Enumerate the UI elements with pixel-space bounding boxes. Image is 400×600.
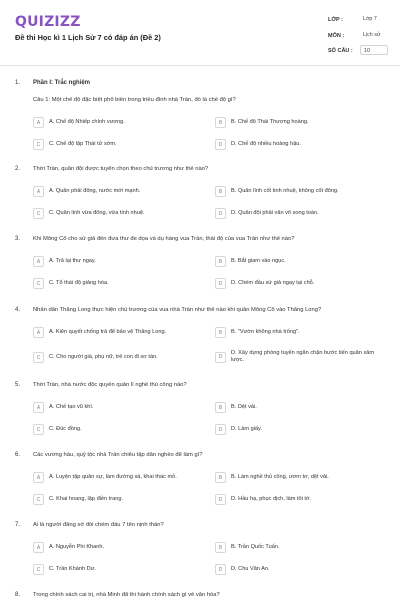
option-key-badge: A (33, 117, 44, 128)
answer-option-d[interactable] (215, 562, 388, 577)
option-key-badge: B (215, 542, 226, 553)
option-text: A. Trả lại thư ngay. (49, 258, 96, 264)
question-text: Câu 1: Một chế độ đặc biệt phổ biến trong triều đình nhà Trần, đó là chế độ gì? (33, 97, 236, 103)
option-key-badge: A (33, 472, 44, 483)
document-header (0, 0, 400, 66)
option-key-badge: C (33, 564, 44, 575)
answer-option-a[interactable] (33, 540, 203, 555)
option-text: C. Khai hoang, lập điền trang. (49, 496, 124, 502)
option-key-badge: D (215, 352, 226, 363)
answer-option-d[interactable] (215, 206, 388, 221)
answer-option-d[interactable] (215, 492, 388, 507)
option-key-badge: C (33, 494, 44, 505)
option-text: B. Quân lính cốt tinh nhuệ, không cốt đông. (231, 188, 339, 194)
meta-label-class: LỚP : (328, 17, 343, 23)
option-key-badge: B (215, 327, 226, 338)
option-text: D. Hầu hạ, phục dịch, làm tôi tớ. (231, 496, 312, 502)
option-text: A. Quân phải đông, nước mới mạnh. (49, 188, 141, 194)
option-text: C. Chế độ lập Thái tử sớm. (49, 141, 117, 147)
meta-value-count: 10 (360, 45, 388, 55)
option-text: A. Kiên quyết chống trả để bảo vệ Thăng Long. (49, 329, 167, 335)
meta-value-subject: Lịch sử (363, 32, 381, 38)
answer-option-c[interactable] (33, 422, 203, 437)
answer-option-d[interactable] (215, 276, 388, 291)
option-text: B. Chế độ Thái Thượng hoàng. (231, 119, 309, 125)
option-text: B. Bắt giam vào ngục. (231, 258, 286, 264)
document-title: Đề thi Học kì 1 Lịch Sử 7 có đáp án (Đề 2) (15, 33, 161, 42)
option-key-badge: A (33, 542, 44, 553)
question-text: Khi Mông Cổ cho sứ giả đến đưa thư đe dọa và dụ hàng vua Trần, thái độ của vua Trần như thế nào? (33, 236, 295, 242)
option-key-badge: A (33, 327, 44, 338)
answer-option-c[interactable] (33, 206, 203, 221)
option-key-badge: D (215, 208, 226, 219)
answer-option-a[interactable] (33, 325, 203, 340)
quizizz-logo[interactable]: QUIZIZZ (15, 14, 81, 30)
answer-option-c[interactable] (33, 350, 203, 365)
answer-option-d[interactable] (215, 422, 388, 437)
option-key-badge: B (215, 186, 226, 197)
option-text: A. Nguyễn Phi Khanh. (49, 544, 105, 550)
option-key-badge: D (215, 278, 226, 289)
option-key-badge: D (215, 424, 226, 435)
answer-option-b[interactable] (215, 470, 388, 485)
answer-option-b[interactable] (215, 254, 388, 269)
option-text: A. Luyện tập quân sự, làm đường sá, khai thác mỏ. (49, 474, 177, 480)
option-key-badge: C (33, 208, 44, 219)
option-text: C. Đúc đồng. (49, 426, 82, 432)
question-text: Các vương hầu, quý tộc nhà Trần chiêu tập dân nghèo để làm gì? (33, 452, 203, 458)
answer-option-d[interactable] (215, 137, 388, 152)
option-text: D. Xây dựng phòng tuyến ngăn chặn bước tiến quân xâm lược. (231, 350, 375, 363)
option-key-badge: D (215, 564, 226, 575)
option-text: A. Chế tạo vũ khí. (49, 404, 94, 410)
question-number: 8. (15, 592, 21, 598)
question-text: Thời Trần, nhà nước độc quyền quản lí nghề thủ công nào? (33, 382, 187, 388)
answer-option-c[interactable] (33, 562, 203, 577)
question-text: Trong chính sách cai trị, nhà Minh đã thi hành chính sách gì về văn hóa? (33, 592, 220, 598)
answer-option-b[interactable] (215, 325, 388, 340)
option-key-badge: C (33, 139, 44, 150)
option-text: C. Tổ thái độ giảng hòa. (49, 280, 109, 286)
option-text: B. Trần Quốc Tuấn. (231, 544, 280, 550)
answer-option-d[interactable] (215, 347, 388, 367)
question-number: 5. (15, 382, 21, 388)
option-text: C. Trần Khánh Dư. (49, 566, 96, 572)
answer-option-b[interactable] (215, 400, 388, 415)
meta-value-class: Lớp 7 (363, 16, 377, 22)
option-text: D. Quân đội phải văn võ song toàn. (231, 210, 319, 216)
answer-option-c[interactable] (33, 137, 203, 152)
answer-option-b[interactable] (215, 540, 388, 555)
option-key-badge: D (215, 494, 226, 505)
meta-label-subject: MÔN : (328, 33, 345, 39)
option-key-badge: B (215, 117, 226, 128)
answer-option-b[interactable] (215, 184, 388, 199)
answer-option-a[interactable] (33, 184, 203, 199)
option-text: D. Chém đầu sứ giả ngay tại chỗ. (231, 280, 315, 286)
option-text: C. Quân lính vừa đông, vừa tinh nhuệ. (49, 210, 145, 216)
option-text: B. Dệt vải. (231, 404, 257, 410)
option-text: B. "Vườn không nhà trống". (231, 329, 300, 335)
option-text: A. Chế độ Nhiếp chính vương. (49, 119, 125, 125)
question-number: 7. (15, 522, 21, 528)
answer-option-a[interactable] (33, 470, 203, 485)
option-key-badge: C (33, 352, 44, 363)
option-text: D. Chu Văn An. (231, 566, 270, 572)
answer-option-a[interactable] (33, 115, 203, 130)
question-number: 2. (15, 166, 21, 172)
question-text: Nhân dân Thăng Long thực hiện chủ trương của vua nhà Trần như thế nào khi quân Mông Cổ vào Thăng Long? (33, 307, 322, 313)
section-title: Phần I: Trắc nghiệm (33, 80, 91, 86)
answer-option-c[interactable] (33, 276, 203, 291)
option-key-badge: B (215, 472, 226, 483)
option-key-badge: D (215, 139, 226, 150)
option-key-badge: A (33, 256, 44, 267)
option-key-badge: A (33, 402, 44, 413)
option-key-badge: B (215, 402, 226, 413)
option-key-badge: C (33, 424, 44, 435)
question-text: Ai là người đăng sớ đòi chém đầu 7 tên nịnh thần? (33, 522, 164, 528)
question-text: Thời Trần, quân đội được tuyển chọn theo chủ trương như thế nào? (33, 166, 209, 172)
option-key-badge: B (215, 256, 226, 267)
answer-option-b[interactable] (215, 115, 388, 130)
question-number: 4. (15, 307, 21, 313)
option-key-badge: A (33, 186, 44, 197)
option-text: D. Làm giấy. (231, 426, 262, 432)
answer-option-a[interactable] (33, 400, 203, 415)
option-key-badge: C (33, 278, 44, 289)
option-text: D. Chế độ nhiều hoàng hậu. (231, 141, 301, 147)
meta-label-count: SỐ CÂU : (328, 48, 353, 54)
answer-option-a[interactable] (33, 254, 203, 269)
option-text: B. Làm nghề thủ công, ươm tơ, dệt vải. (231, 474, 329, 480)
question-number: 6. (15, 452, 21, 458)
question-number: 3. (15, 236, 21, 242)
section-number: 1. (15, 80, 21, 86)
option-text: C. Cho người già, phụ nữ, trẻ con đi sơ tán. (49, 354, 158, 360)
answer-option-c[interactable] (33, 492, 203, 507)
